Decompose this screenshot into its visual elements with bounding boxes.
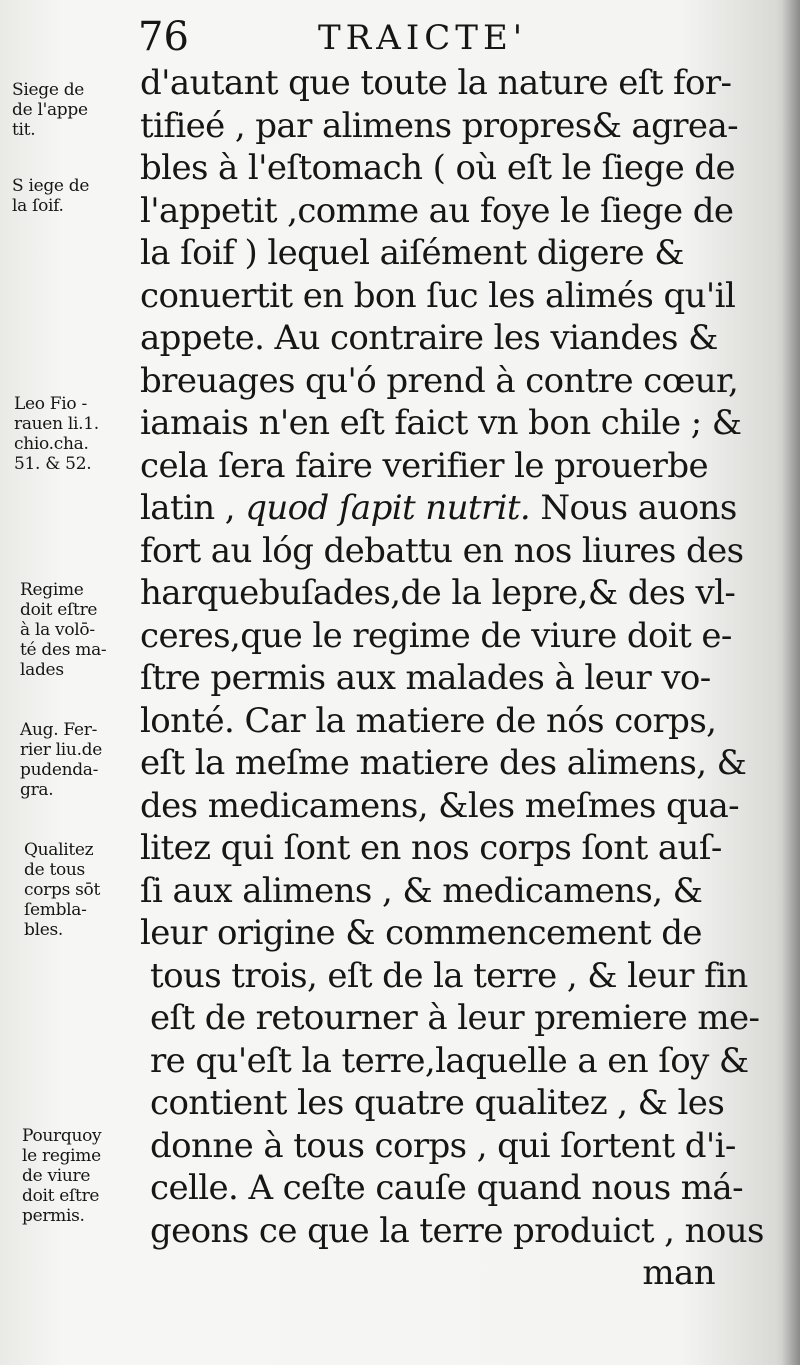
text-line: iamais n'en eſt faict vn bon chile ; & xyxy=(140,403,742,443)
text-line: d'autant que toute la nature eſt for- xyxy=(140,63,732,103)
running-title: TRAICTE' xyxy=(318,18,528,58)
note-line: Qualitez xyxy=(24,840,94,860)
margin-note xyxy=(14,394,144,474)
latin-proverb: quod ſapit nutrit. xyxy=(245,488,531,528)
note-line: de viure xyxy=(22,1166,91,1186)
text-line: tous trois, eſt de la terre , & leur fin xyxy=(150,955,748,996)
text-line: geons ce que la terre produict , nous xyxy=(150,1210,764,1251)
note-line: le regime xyxy=(22,1146,101,1166)
text-line: cela ſera faire verifier le prouerbe xyxy=(140,445,709,486)
note-line: Regime xyxy=(20,580,84,600)
note-line: pudenda- xyxy=(20,760,99,780)
note-line: bles. xyxy=(24,920,64,940)
note-line: Siege de xyxy=(12,80,85,100)
note-line: permis. xyxy=(22,1206,85,1226)
text-line: conuertit en bon ſuc les alimés qu'il xyxy=(140,275,736,316)
note-line: doit eſtre xyxy=(22,1186,100,1206)
note-line: Pourquoy xyxy=(22,1126,102,1146)
note-line: té des ma- xyxy=(20,640,107,660)
body-text xyxy=(140,62,764,1295)
text-line: l'appetit ,comme au foye le ſiege de xyxy=(140,190,734,231)
note-line: à la volō- xyxy=(20,620,95,640)
note-line: ſembla- xyxy=(24,900,87,920)
note-line: S iege de xyxy=(12,176,90,196)
note-line: rauen li.1. xyxy=(14,414,99,434)
text-line: lonté. Car la matiere de nós corps, xyxy=(140,700,717,741)
text-line: eſt de retourner à leur premiere me- xyxy=(150,998,760,1038)
note-line: Leo Fio - xyxy=(14,394,87,414)
margin-note xyxy=(12,80,142,140)
text-line: ſi aux alimens , & medicamens, & xyxy=(140,870,703,911)
text-line: litez qui ſont en nos corps ſont auſ- xyxy=(140,828,722,868)
text-line: leur origine & commencement de xyxy=(140,913,702,953)
margin-note xyxy=(20,580,150,680)
latin-lead: latin , xyxy=(140,488,235,528)
catchword: man xyxy=(642,1253,715,1293)
note-line: rier liu.de xyxy=(20,740,103,760)
margin-note xyxy=(22,1126,152,1226)
text-line: eſt la meſme matiere des alimens, & xyxy=(140,743,747,783)
text-line: ſtre permis aux malades à leur vo- xyxy=(140,658,711,698)
note-line: tit. xyxy=(12,120,36,140)
text-line: contient les quatre qualitez , & les xyxy=(150,1083,725,1123)
margin-note xyxy=(24,840,154,940)
note-line: doit eſtre xyxy=(20,600,98,620)
text-line: donne à tous corps , qui ſortent d'i- xyxy=(150,1125,736,1166)
text-line: harquebuſades,de la lepre,& des vl- xyxy=(140,573,736,613)
note-line: 51. & 52. xyxy=(14,454,92,474)
text-line: ceres,que le regime de viure doit e- xyxy=(140,615,732,656)
text-line: breuages qu'ó prend à contre cœur, xyxy=(140,360,739,401)
text-line: celle. A ceſte cauſe quand nous má- xyxy=(150,1168,743,1208)
text-line: des medicamens, &les meſmes qua- xyxy=(140,785,740,826)
note-line: Aug. Fer- xyxy=(20,720,98,740)
page-edge-shadow xyxy=(782,0,800,1365)
page-header xyxy=(0,12,800,62)
margin-note xyxy=(20,720,150,800)
page-number: 76 xyxy=(138,14,189,60)
text-line: re qu'eſt la terre,laquelle a en ſoy & xyxy=(150,1040,749,1081)
text-line: tifieé , par alimens propres& agrea- xyxy=(140,105,739,146)
note-line: gra. xyxy=(20,780,54,800)
text-line: appete. Au contraire les viandes & xyxy=(140,318,718,358)
text-line: bles à l'eſtomach ( où eſt le ſiege de xyxy=(140,148,735,188)
note-line: corps sōt xyxy=(24,880,100,900)
margin-note xyxy=(12,176,142,216)
text-line-latin xyxy=(140,487,737,530)
note-line: de l'appe xyxy=(12,100,88,120)
note-line: de tous xyxy=(24,860,85,880)
note-line: la ſoif. xyxy=(12,196,64,216)
note-line: chio.cha. xyxy=(14,434,89,454)
note-line: lades xyxy=(20,660,64,680)
text-line: fort au lóg debattu en nos liures des xyxy=(140,530,744,571)
text-line: la ſoif ) lequel aiſément digere & xyxy=(140,233,684,273)
latin-continuation: Nous auons xyxy=(530,488,737,528)
